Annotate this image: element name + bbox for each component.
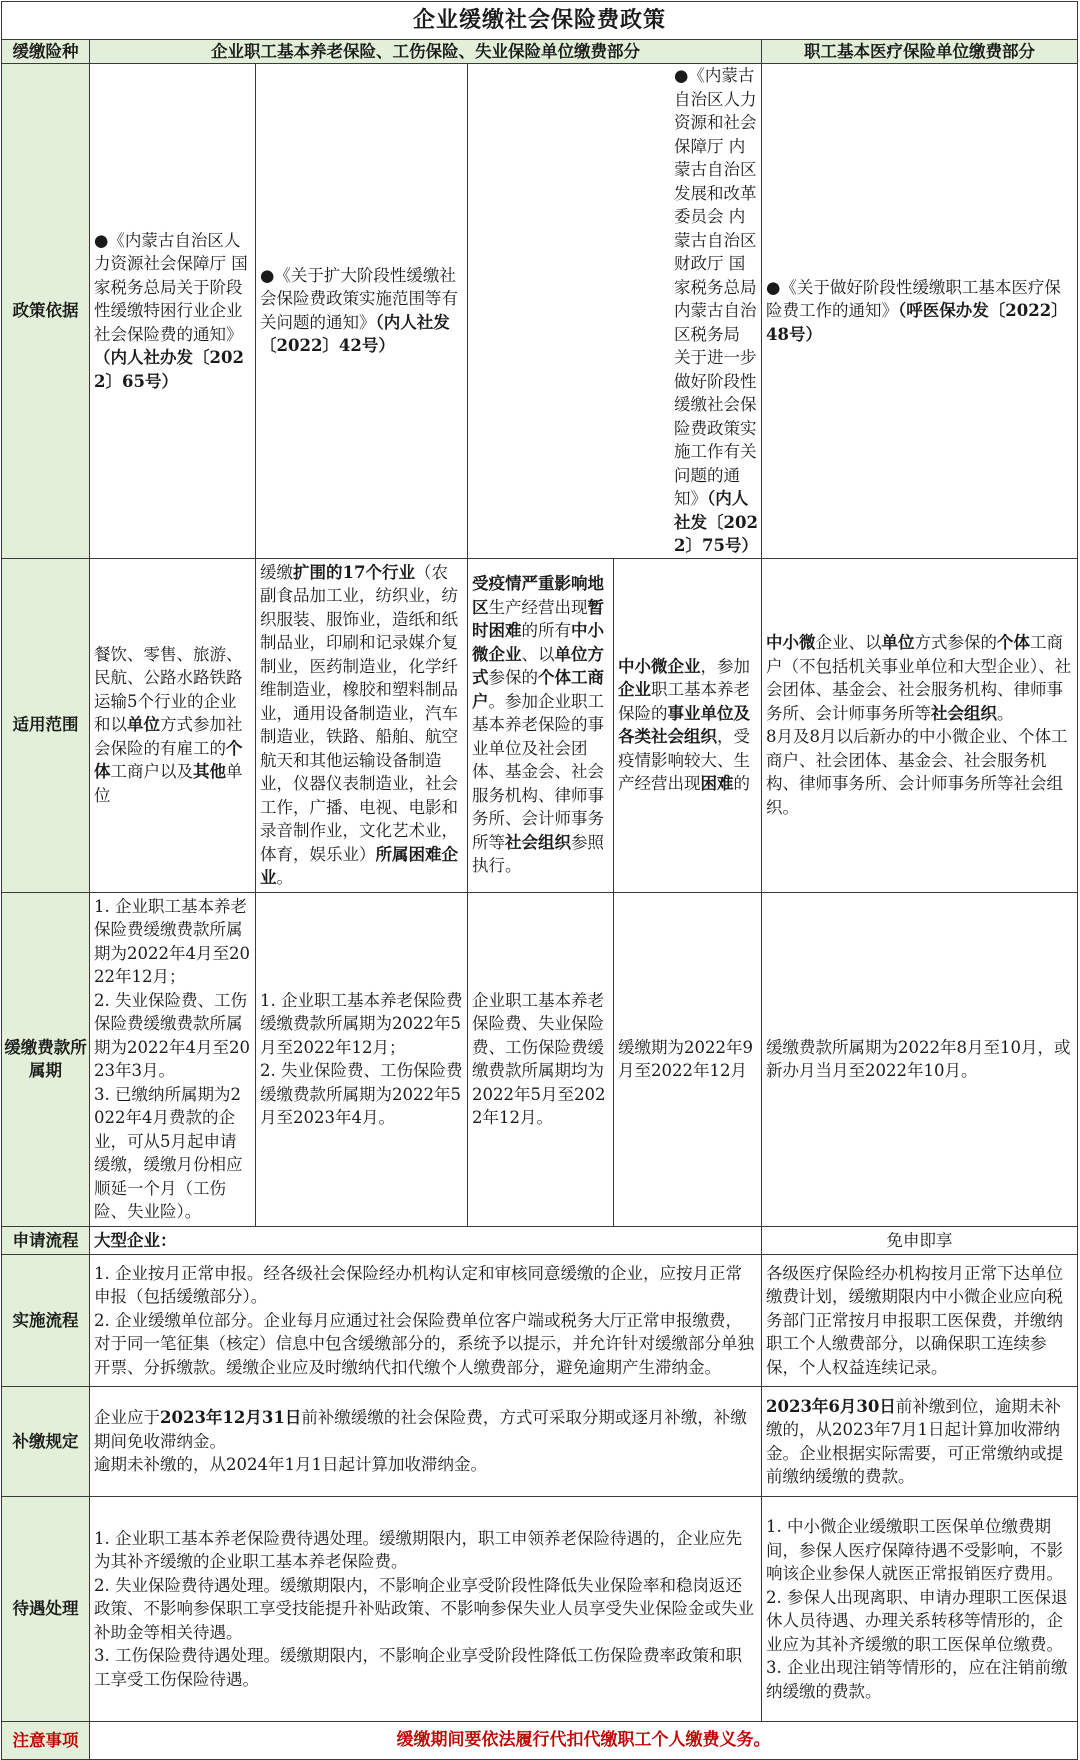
label-policy-basis: 政策依据 bbox=[2, 64, 90, 559]
implementation-medical-cell: 各级医疗保险经办机构按月正常下达单位缴费计划，缓缴期限内中小微企业应向税务部门正常按月申报职工医保费，并缴纳职工个人缴费部分，以确保职工连续参保，个人权益连续记录。 bbox=[762, 1255, 1078, 1387]
scope-cell: 缓缴扩围的17个行业（农副食品加工业，纺织业，纺织服装、服饰业，造纸和纸制品业，印刷和记录媒介复制业，医药制造业，化学纤维制造业，橡胶和塑料制品业，通用设备制造业，汽车制造业，铁路、船舶、航空航天和其他运输设备制造业，仪器仪表制造业，社会工作，广播、电视、电影和录音制作业，文化艺术业，体育，娱乐业）所属困难企业。 bbox=[256, 558, 468, 892]
implementation-pension-cell: 1. 企业按月正常申报。经各级社会保险经办机构认定和审核同意缓缴的企业，应按月正常申报（包括缓缴部分）。 2. 企业缓缴单位部分。企业每月应通过社会保险费单位客户端或税务大厅正常申报缴费，对于同一笔征集（核定）信息中包含缓缴部分的，系统予以提示，并允许针对缓缴部分单独开票、分拆缴款。缓缴企业应及时缴纳代扣代缴个人缴费部分，避免逾期产生滞纳金。 bbox=[90, 1255, 762, 1387]
period-cell: 缓缴费款所属期为2022年8月至10月，或新办月当月至2022年10月。 bbox=[762, 892, 1078, 1226]
label-scope: 适用范围 bbox=[2, 558, 90, 892]
notes-warning: 缓缴期间要依法履行代扣代缴职工个人缴费义务。 bbox=[90, 1722, 1078, 1760]
label-period: 缓缴费款所属期 bbox=[2, 892, 90, 1226]
page-title: 企业缓缴社会保险费政策 bbox=[2, 2, 1078, 40]
period-cell: 企业职工基本养老保险费、失业保险费、工伤保险费缓缴费款所属期均为2022年5月至2022年12月。 bbox=[468, 892, 614, 1226]
label-implementation: 实施流程 bbox=[2, 1255, 90, 1387]
scope-cell: 中小微企业，参加企业职工基本养老保险的事业单位及各类社会组织，受疫情影响较大、生产经营出现困难的 bbox=[614, 558, 762, 892]
scope-cell: 餐饮、零售、旅游、民航、公路水路铁路运输5个行业的企业和以单位方式参加社会保险的有雇工的个体工商户以及其他单位 bbox=[90, 558, 256, 892]
policy-basis-cell: ●《关于扩大阶段性缓缴社会保险费政策实施范围等有关问题的通知》（内人社发〔2022〕42号） bbox=[256, 64, 468, 559]
label-benefits: 待遇处理 bbox=[2, 1497, 90, 1722]
header-medical-group: 职工基本医疗保险单位缴费部分 bbox=[762, 40, 1078, 64]
header-type-label: 缓缴险种 bbox=[2, 40, 90, 64]
scope-cell: 受疫情严重影响地区生产经营出现暂时困难的所有中小微企业、以单位方式参保的个体工商户。参加企业职工基本养老保险的事业单位及社会团体、基金会、社会服务机构、律师事务所、会计师事务所等社会组织参照执行。 bbox=[468, 558, 614, 892]
apply-medical-cell: 免申即享 bbox=[762, 1226, 1078, 1255]
policy-basis-cell: ●《关于做好阶段性缓缴职工基本医疗保险费工作的通知》（呼医保办发〔2022〕48号） bbox=[762, 64, 1078, 559]
repayment-pension-cell: 企业应于2023年12月31日前补缴缓缴的社会保险费，方式可采取分期或逐月补缴，补缴期间免收滞纳金。 逾期未补缴的，从2024年1月1日起计算加收滞纳金。 bbox=[90, 1387, 762, 1497]
header-pension-group: 企业职工基本养老保险、工伤保险、失业保险单位缴费部分 bbox=[90, 40, 762, 64]
period-cell: 缓缴期为2022年9月至2022年12月 bbox=[614, 892, 762, 1226]
repayment-medical-cell: 2023年6月30日前补缴到位，逾期未补缴的，从2023年7月1日起计算加收滞纳金。企业根据实际需要，可正常缴纳或提前缴纳缓缴的费款。 bbox=[762, 1387, 1078, 1497]
label-notes: 注意事项 bbox=[2, 1722, 90, 1760]
policy-basis-cell: ●《内蒙古自治区人力资源和社会保障厅 内蒙古自治区发展和改革委员会 内蒙古自治区财政厅 国家税务总局内蒙古自治区税务局 关于进一步做好阶段性缓缴社会保险费政策实施工作有关问题的通知》（内人社发〔2022〕75号） bbox=[468, 64, 762, 559]
policy-table bbox=[1, 1, 1078, 1760]
period-cell: 1. 企业职工基本养老保险费缓缴费款所属期为2022年4月至2022年12月； 2. 失业保险费、工伤保险费缓缴费款所属期为2022年4月至2023年3月。 3. 已缴纳所属期为2022年4月费款的企业，可从5月起申请缓缴，缓缴月份相应顺延一个月（工伤险、失业险）。 bbox=[90, 892, 256, 1226]
apply-pension-cell: 大型企业： bbox=[90, 1226, 762, 1255]
benefits-medical-cell: 1. 中小微企业缓缴职工医保单位缴费期间，参保人医疗保障待遇不受影响，不影响该企业参保人就医正常报销医疗费用。 2. 参保人出现离职、申请办理职工医保退休人员待遇、办理关系转移等情形的，企业应为其补齐缓缴的职工医保单位缴费。 3. 企业出现注销等情形的，应在注销前缴纳缓缴的费款。 bbox=[762, 1497, 1078, 1722]
scope-cell: 中小微企业、以单位方式参保的个体工商户（不包括机关事业单位和大型企业）、社会团体、基金会、社会服务机构、律师事务所、会计师事务所等社会组织。 8月及8月以后新办的中小微企业、个体工商户、社会团体、基金会、社会服务机构、律师事务所、会计师事务所等社会组织。 bbox=[762, 558, 1078, 892]
benefits-pension-cell: 1. 企业职工基本养老保险费待遇处理。缓缴期限内，职工申领养老保险待遇的，企业应先为其补齐缓缴的企业职工基本养老保险费。 2. 失业保险费待遇处理。缓缴期限内，不影响企业享受阶段性降低失业保险率和稳岗返还政策、不影响参保职工享受技能提升补贴政策、不影响参保失业人员享受失业保险金或失业补助金等相关待遇。 3. 工伤保险费待遇处理。缓缴期限内，不影响企业享受阶段性降低工伤保险费率政策和职工享受工伤保险待遇。 bbox=[90, 1497, 762, 1722]
policy-basis-cell: ●《内蒙古自治区人力资源社会保障厅 国家税务总局关于阶段性缓缴特困行业企业社会保险费的通知》（内人社办发〔2022〕65号） bbox=[90, 64, 256, 559]
period-cell: 1. 企业职工基本养老保险费缓缴费款所属期为2022年5月至2022年12月； 2. 失业保险费、工伤保险费缓缴费款所属期为2022年5月至2023年4月。 bbox=[256, 892, 468, 1226]
label-repayment: 补缴规定 bbox=[2, 1387, 90, 1497]
label-apply-process: 申请流程 bbox=[2, 1226, 90, 1255]
